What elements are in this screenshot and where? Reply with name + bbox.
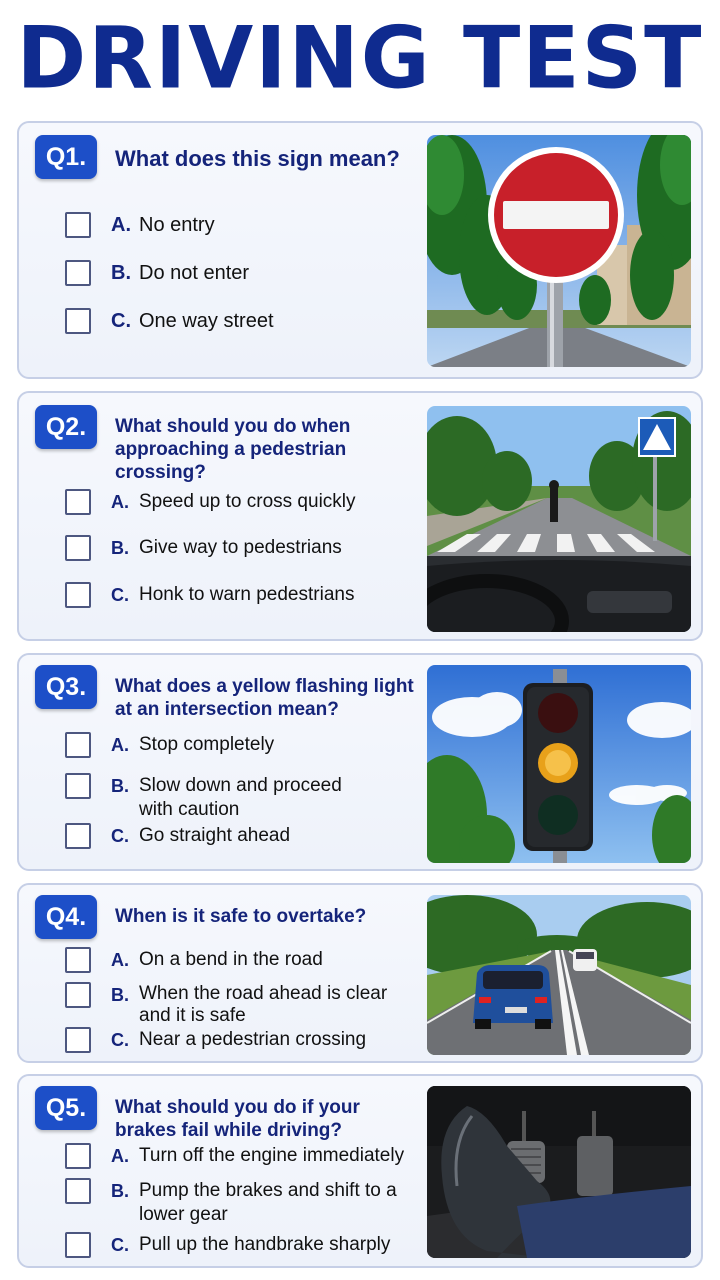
option-letter: B. [111, 262, 131, 284]
option-text: Honk to warn pedestrians [139, 584, 355, 605]
option-text: Speed up to cross quickly [139, 491, 356, 512]
option-letter: A. [111, 950, 129, 970]
option-letter: A. [111, 492, 129, 512]
answer-checkbox[interactable] [65, 489, 91, 515]
no-entry-sign-icon [427, 135, 691, 367]
option-text: Go straight ahead [139, 825, 291, 846]
question-text: What should you do if your brakes fail while driving? [115, 1097, 360, 1141]
option-letter: C. [111, 310, 131, 332]
answer-checkbox[interactable] [65, 947, 91, 973]
answer-checkbox[interactable] [65, 212, 91, 238]
option-text: Stop completely [139, 734, 275, 755]
question-card-5 [17, 1074, 703, 1268]
question-card-1 [17, 121, 703, 379]
option-letter: C. [111, 585, 129, 605]
question-number-badge: Q3. [35, 665, 97, 709]
option-text: Pull up the handbrake sharply [139, 1234, 391, 1255]
answer-checkbox[interactable] [65, 1143, 91, 1169]
option-letter: B. [111, 1181, 129, 1201]
option-letter: B. [111, 776, 129, 796]
answer-checkbox[interactable] [65, 982, 91, 1008]
option-text: Near a pedestrian crossing [139, 1029, 367, 1050]
option-text: One way street [139, 310, 274, 332]
question-number-badge: Q4. [35, 895, 97, 939]
option-text: No entry [139, 214, 215, 236]
answer-checkbox[interactable] [65, 773, 91, 799]
question-text: What does this sign mean? [115, 146, 400, 171]
option-text: Turn off the engine immediately [139, 1145, 405, 1166]
question-text: When is it safe to overtake? [115, 906, 367, 927]
traffic-light-icon [427, 665, 691, 863]
option-letter: B. [111, 985, 129, 1005]
road-overtaking-icon [427, 895, 691, 1055]
answer-checkbox[interactable] [65, 732, 91, 758]
answer-checkbox[interactable] [65, 260, 91, 286]
answer-checkbox[interactable] [65, 308, 91, 334]
question-number-badge: Q1. [35, 135, 97, 179]
answer-checkbox[interactable] [65, 582, 91, 608]
option-letter: C. [111, 1235, 129, 1255]
option-text: Give way to pedestrians [139, 537, 342, 558]
brake-pedal-icon [427, 1086, 691, 1258]
option-letter: A. [111, 214, 131, 236]
page-title: DRIVING TEST [16, 8, 704, 108]
answer-checkbox[interactable] [65, 535, 91, 561]
option-text: Do not enter [139, 262, 250, 284]
answer-checkbox[interactable] [65, 1027, 91, 1053]
option-text: When the road ahead is clear and it is safe [139, 983, 388, 1026]
question-text: What should you do when approaching a pedestrian crossing? [115, 416, 351, 483]
question-text: What does a yellow flashing light at an intersection mean? [115, 676, 414, 720]
question-number-badge: Q2. [35, 405, 97, 449]
question-card-3 [17, 653, 703, 871]
option-text: Slow down and proceed with caution [139, 775, 342, 820]
answer-checkbox[interactable] [65, 1178, 91, 1204]
option-text: Pump the brakes and shift to a lower gear [139, 1180, 397, 1225]
answer-checkbox[interactable] [65, 1232, 91, 1258]
question-number-badge: Q5. [35, 1086, 97, 1130]
question-card-2 [17, 391, 703, 641]
option-text: On a bend in the road [139, 949, 323, 970]
option-letter: A. [111, 1146, 129, 1166]
answer-checkbox[interactable] [65, 823, 91, 849]
option-letter: A. [111, 735, 129, 755]
option-letter: B. [111, 538, 129, 558]
option-letter: C. [111, 826, 129, 846]
question-card-4 [17, 883, 703, 1063]
option-letter: C. [111, 1030, 129, 1050]
pedestrian-crossing-icon [427, 406, 691, 632]
